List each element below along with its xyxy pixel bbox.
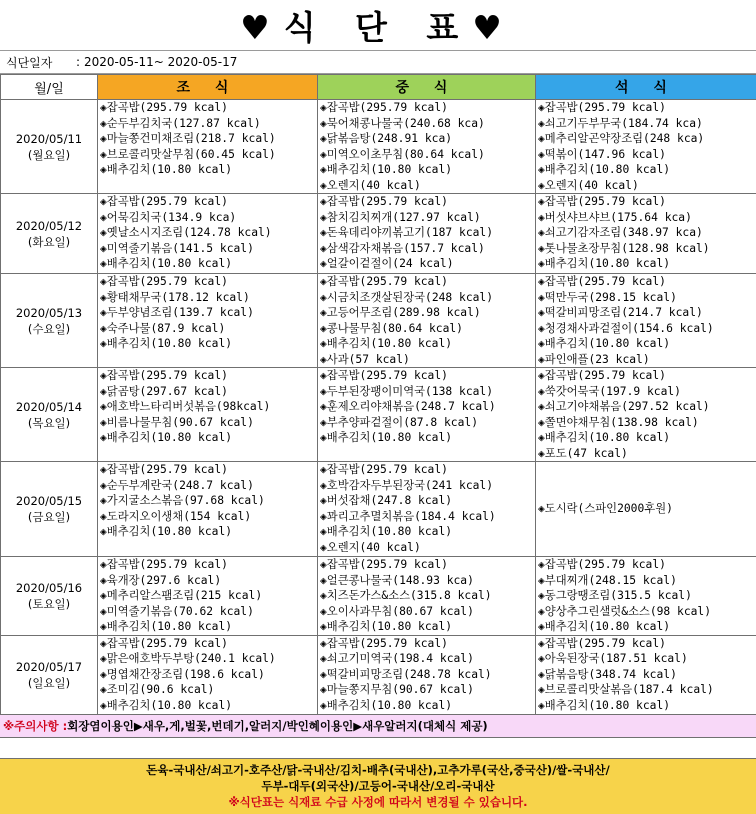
menu-item: ◈잡곡밥(295.79 kcal) [320,636,535,652]
menu-item: ◈배추김치(10.80 kcal) [538,256,756,272]
menu-item: ◈묵어채콩나물국(240.68 kca) [320,116,535,132]
header-dinner: 석 식 [536,75,756,100]
breakfast-cell [98,635,318,714]
breakfast-cell [98,274,318,368]
breakfast-cell [98,100,318,194]
menu-item: ◈배추김치(10.80 kcal) [320,698,535,714]
dinner-cell [536,368,756,462]
menu-item: ◈잡곡밥(295.79 kcal) [320,194,535,210]
menu-item: ◈배추김치(10.80 kcal) [100,524,317,540]
menu-item: ◈배추김치(10.80 kcal) [538,336,756,352]
breakfast-cell [98,368,318,462]
menu-item: ◈호박감자두부된장국(241 kcal) [320,478,535,494]
menu-item: ◈고등어무조림(289.98 kcal) [320,305,535,321]
menu-item: ◈미역줄기볶음(141.5 kcal) [100,241,317,257]
dinner-cell [536,194,756,274]
header-breakfast: 조 식 [98,75,318,100]
menu-item: ◈쇠고기미역국(198.4 kcal) [320,651,535,667]
day-row [1,635,756,714]
menu-item: ◈미역줄기볶음(70.62 kcal) [100,604,317,620]
menu-item: ◈꽈리고추멸치볶음(184.4 kcal) [320,509,535,525]
menu-item: ◈잡곡밥(295.79 kcal) [100,557,317,573]
dinner-cell [536,635,756,714]
period-value: 2020-05-11~ 2020-05-17 [84,55,756,69]
origin-line-2: 두부-대두(외국산)/고등어-국내산/오리-국내산 [261,778,494,794]
period-separator: : [76,55,84,69]
menu-item: ◈얼큰콩나물국(148.93 kca) [320,573,535,589]
header-row [1,75,756,100]
menu-item: ◈잡곡밥(295.79 kcal) [100,100,317,116]
lunch-cell [318,635,536,714]
menu-item: ◈육개장(297.6 kcal) [100,573,317,589]
origin-info [0,758,756,814]
menu-item: ◈파인애플(23 kcal) [538,352,756,368]
menu-item: ◈쇠고기감자조림(348.97 kca) [538,225,756,241]
day-date: 2020/05/17 [1,659,97,675]
menu-item: ◈배추김치(10.80 kcal) [538,619,756,635]
menu-item: ◈명엽채간장조림(198.6 kcal) [100,667,317,683]
lunch-cell [318,194,536,274]
menu-item: ◈잡곡밥(295.79 kcal) [320,368,535,384]
menu-item: ◈버섯샤브샤브(175.64 kca) [538,210,756,226]
lunch-cell [318,462,536,557]
menu-item: ◈쑥갓어묵국(197.9 kcal) [538,384,756,400]
menu-item: ◈오이사과무침(80.67 kcal) [320,604,535,620]
day-date-cell [1,368,98,462]
menu-item: ◈배추김치(10.80 kcal) [320,336,535,352]
day-date: 2020/05/15 [1,493,97,509]
day-date: 2020/05/12 [1,218,97,234]
date-range [0,50,756,74]
menu-item: ◈잡곡밥(295.79 kcal) [100,274,317,290]
menu-item: ◈잡곡밥(295.79 kcal) [100,194,317,210]
menu-item: ◈오렌지(40 kcal) [538,178,756,194]
menu-item: ◈잡곡밥(295.79 kcal) [320,100,535,116]
menu-item: ◈떡갈비피망조림(248.78 kcal) [320,667,535,683]
notice-bar [0,715,756,738]
menu-item: ◈가지굴소스볶음(97.68 kcal) [100,493,317,509]
menu-item: ◈숙주나물(87.9 kcal) [100,321,317,337]
dinner-cell [536,274,756,368]
menu-item: ◈청경채사과겉절이(154.6 kcal) [538,321,756,337]
breakfast-cell [98,462,318,557]
day-date: 2020/05/16 [1,580,97,596]
menu-item: ◈버섯잡채(247.8 kcal) [320,493,535,509]
menu-item: ◈비름나물무침(90.67 kcal) [100,415,317,431]
day-weekday: (월요일) [1,147,97,163]
day-row [1,194,756,274]
lunch-cell [318,100,536,194]
page-title: ♥식 단 표♥ [0,0,756,50]
menu-item: ◈쇠고기야채볶음(297.52 kcal) [538,399,756,415]
menu-item: ◈배추김치(10.80 kcal) [100,256,317,272]
menu-item: ◈배추김치(10.80 kcal) [100,336,317,352]
dinner-cell [536,557,756,636]
menu-item: ◈톳나물초장무침(128.98 kcal) [538,241,756,257]
day-weekday: (토요일) [1,596,97,612]
menu-item: ◈배추김치(10.80 kcal) [100,619,317,635]
menu-item: ◈쇠고기두부무국(184.74 kca) [538,116,756,132]
menu-item: ◈배추김치(10.80 kcal) [100,430,317,446]
lunch-cell [318,274,536,368]
menu-item: ◈황태채무국(178.12 kcal) [100,290,317,306]
menu-item: ◈잡곡밥(295.79 kcal) [538,557,756,573]
menu-item: ◈떡만두국(298.15 kcal) [538,290,756,306]
menu-item: ◈애호박느타리버섯볶음(98kcal) [100,399,317,415]
day-row [1,100,756,194]
menu-item: ◈콩나물무침(80.64 kcal) [320,321,535,337]
origin-line-1: 돈육-국내산/쇠고기-호주산/닭-국내산/김치-배추(국내산),고추가루(국산,중국산)/쌀-국내산/ [146,762,609,778]
menu-item: ◈배추김치(10.80 kcal) [100,162,317,178]
menu-item: ◈부대찌개(248.15 kcal) [538,573,756,589]
menu-item: ◈잡곡밥(295.79 kcal) [320,274,535,290]
menu-item: ◈오렌지(40 kcal) [320,178,535,194]
spacer [0,738,756,758]
breakfast-cell [98,194,318,274]
menu-item: ◈닭곰탕(297.67 kcal) [100,384,317,400]
day-date-cell [1,462,98,557]
menu-item: ◈부추양파겉절이(87.8 kcal) [320,415,535,431]
day-weekday: (수요일) [1,321,97,337]
menu-item: ◈배추김치(10.80 kcal) [320,430,535,446]
menu-item: ◈도라지오이생채(154 kcal) [100,509,317,525]
day-row [1,462,756,557]
menu-body [1,100,756,715]
menu-item: ◈잡곡밥(295.79 kcal) [100,462,317,478]
day-row [1,368,756,462]
menu-item: ◈닭볶음탕(348.74 kcal) [538,667,756,683]
day-date-cell [1,635,98,714]
menu-item: ◈도시락(스파인2000후원) [538,501,756,517]
menu-item: ◈잡곡밥(295.79 kcal) [100,368,317,384]
menu-item: ◈얼갈이겉절이(24 kcal) [320,256,535,272]
menu-item: ◈메추리알스팸조림(215 kcal) [100,588,317,604]
menu-item: ◈잡곡밥(295.79 kcal) [538,274,756,290]
menu-item: ◈순두부김치국(127.87 kcal) [100,116,317,132]
day-row [1,274,756,368]
menu-item: ◈마늘쫑건미채조림(218.7 kcal) [100,131,317,147]
menu-item: ◈시금치조갯살된장국(248 kcal) [320,290,535,306]
menu-item: ◈배추김치(10.80 kcal) [320,619,535,635]
menu-item: ◈포도(47 kcal) [538,446,756,462]
notice-prefix: ※주의사항 : [3,718,67,734]
menu-item: ◈맑은애호박두부탕(240.1 kcal) [100,651,317,667]
day-weekday: (일요일) [1,675,97,691]
day-row [1,557,756,636]
menu-item: ◈오렌지(40 kcal) [320,540,535,556]
menu-item: ◈배추김치(10.80 kcal) [538,430,756,446]
header-lunch: 중 식 [318,75,536,100]
menu-item: ◈떡볶이(147.96 kcal) [538,147,756,163]
menu-item: ◈참치김치찌개(127.97 kcal) [320,210,535,226]
dinner-cell [536,462,756,557]
day-date: 2020/05/11 [1,131,97,147]
menu-item: ◈쫄면야채무침(138.98 kcal) [538,415,756,431]
day-weekday: (화요일) [1,234,97,250]
menu-item: ◈사과(57 kcal) [320,352,535,368]
day-date: 2020/05/13 [1,305,97,321]
menu-item: ◈배추김치(10.80 kcal) [320,524,535,540]
menu-item: ◈잡곡밥(295.79 kcal) [538,636,756,652]
menu-item: ◈배추김치(10.80 kcal) [538,698,756,714]
lunch-cell [318,557,536,636]
menu-item: ◈순두부계란국(248.7 kcal) [100,478,317,494]
menu-item: ◈조미김(90.6 kcal) [100,682,317,698]
day-date: 2020/05/14 [1,399,97,415]
menu-item: ◈잡곡밥(295.79 kcal) [100,636,317,652]
menu-item: ◈어묵김치국(134.9 kca) [100,210,317,226]
menu-item: ◈치즈돈가스&소스(315.8 kcal) [320,588,535,604]
notice-text: 회장염이용인▶새우,게,벌꽃,번데기,알러지/박인혜이용인▶새우알러지(대체식 제공) [67,718,487,734]
menu-item: ◈아욱된장국(187.51 kcal) [538,651,756,667]
menu-item: ◈잡곡밥(295.79 kcal) [320,557,535,573]
day-date-cell [1,100,98,194]
header-date: 월/일 [1,75,98,100]
menu-item: ◈옛날소시지조림(124.78 kcal) [100,225,317,241]
menu-item: ◈배추김치(10.80 kcal) [320,162,535,178]
menu-item: ◈닭볶음탕(248.91 kca) [320,131,535,147]
day-date-cell [1,194,98,274]
menu-item: ◈브로콜리맛살볶음(187.4 kcal) [538,682,756,698]
menu-item: ◈떡갈비피망조림(214.7 kcal) [538,305,756,321]
menu-item: ◈돈육데리야끼볶고기(187 kcal) [320,225,535,241]
day-weekday: (목요일) [1,415,97,431]
menu-item: ◈양상추그린샐럿&소스(98 kcal) [538,604,756,620]
menu-item: ◈훈제오리야채볶음(248.7 kcal) [320,399,535,415]
menu-item: ◈배추김치(10.80 kcal) [100,698,317,714]
breakfast-cell [98,557,318,636]
menu-item: ◈동그랑땡조림(315.5 kcal) [538,588,756,604]
origin-warning: ※식단표는 식재료 수급 사정에 따라서 변경될 수 있습니다. [228,794,527,810]
menu-item: ◈잡곡밥(295.79 kcal) [538,194,756,210]
menu-item: ◈배추김치(10.80 kcal) [538,162,756,178]
day-date-cell [1,557,98,636]
menu-item: ◈잡곡밥(295.79 kcal) [320,462,535,478]
day-date-cell [1,274,98,368]
menu-item: ◈브로콜리맛살무침(60.45 kcal) [100,147,317,163]
period-label: 식단일자 [0,54,76,71]
menu-item: ◈잡곡밥(295.79 kcal) [538,100,756,116]
menu-item: ◈두부된장팽이미역국(138 kcal) [320,384,535,400]
menu-item: ◈미역오이초무침(80.64 kcal) [320,147,535,163]
menu-table [0,74,756,715]
day-weekday: (금요일) [1,509,97,525]
menu-item: ◈잡곡밥(295.79 kcal) [538,368,756,384]
dinner-cell [536,100,756,194]
menu-item: ◈마늘쫑지무침(90.67 kcal) [320,682,535,698]
menu-item: ◈두부양념조림(139.7 kcal) [100,305,317,321]
menu-item: ◈메추리알곤약장조림(248 kca) [538,131,756,147]
menu-item: ◈삼색감자채볶음(157.7 kcal) [320,241,535,257]
lunch-cell [318,368,536,462]
